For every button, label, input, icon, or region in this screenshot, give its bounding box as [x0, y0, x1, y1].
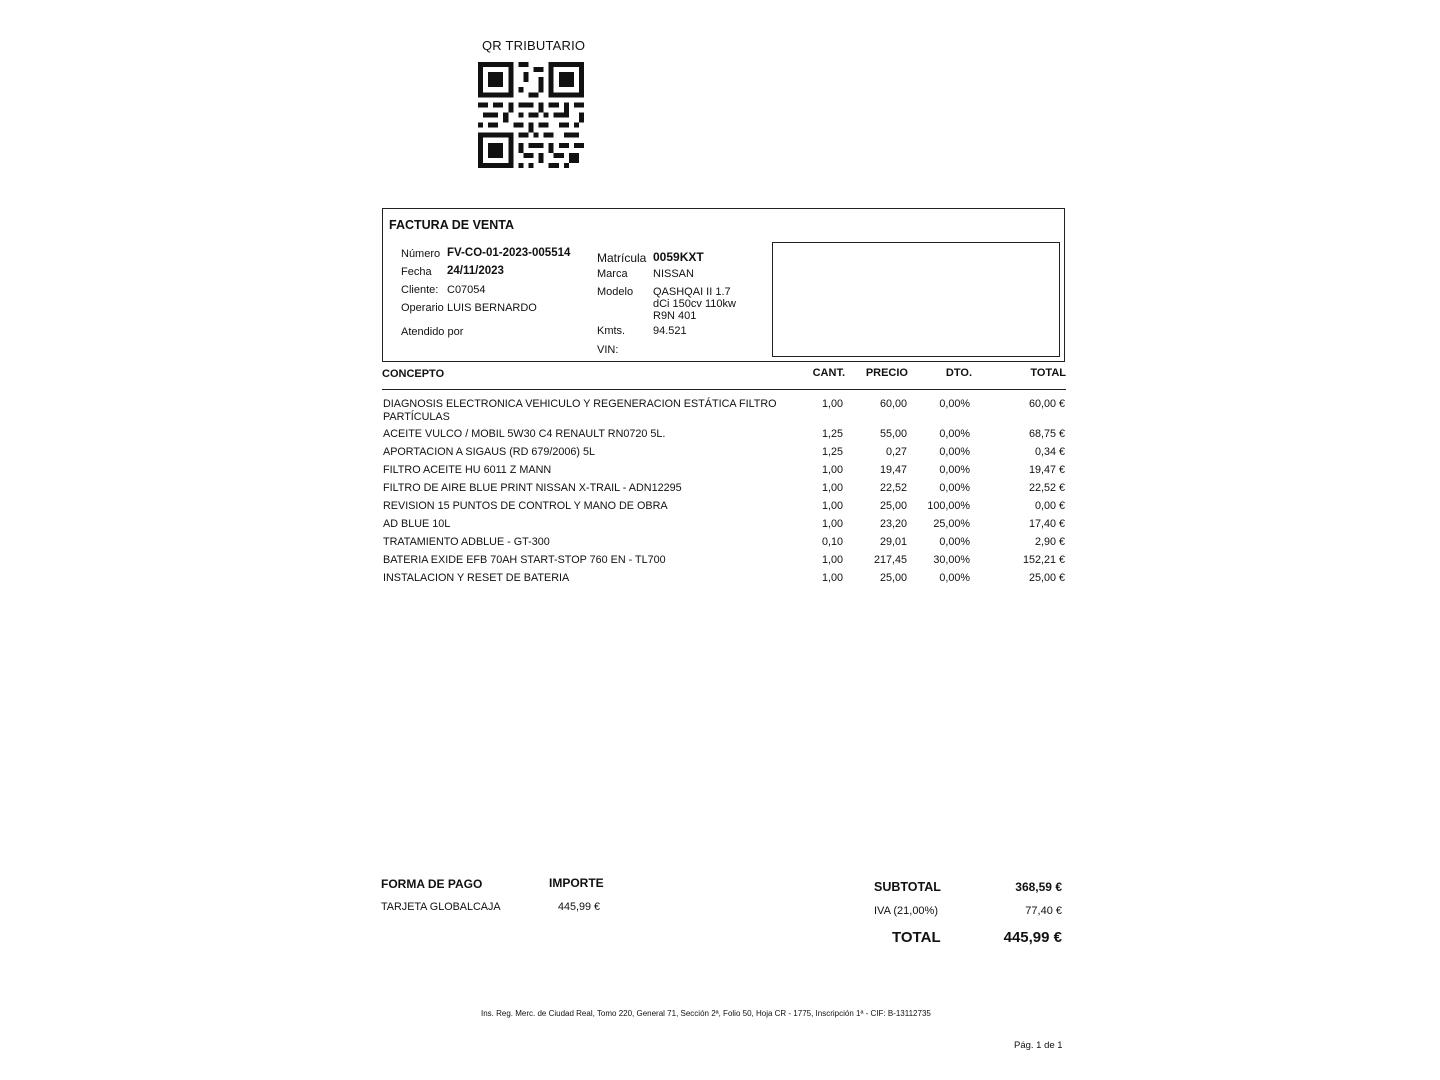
item-quantity: 1,00 [821, 482, 843, 494]
item-price: 22,52 [879, 482, 907, 494]
item-quantity: 1,00 [821, 572, 843, 584]
payment-amount: 445,99 € [557, 901, 600, 913]
numero-label: Número [401, 248, 441, 260]
vin-label: VIN: [597, 344, 619, 356]
fecha-label: Fecha [401, 266, 432, 278]
item-total: 60,00 € [1028, 398, 1065, 410]
matricula-label: Matrícula [597, 251, 647, 265]
column-header-total: TOTAL [1030, 367, 1066, 379]
vehicle-model-line: R9N 401 [653, 310, 697, 322]
qr-title: QR TRIBUTARIO [482, 38, 586, 53]
item-discount: 0,00% [939, 536, 970, 548]
item-concept: FILTRO DE AIRE BLUE PRINT NISSAN X-TRAIL - ADN12295 [383, 482, 682, 494]
item-total: 25,00 € [1028, 572, 1065, 584]
item-price: 23,20 [879, 518, 907, 530]
item-total: 22,52 € [1028, 482, 1065, 494]
item-total: 0,00 € [1034, 500, 1065, 512]
grand-total-label: TOTAL [892, 929, 941, 946]
invoice-title: FACTURA DE VENTA [389, 218, 514, 232]
item-total: 152,21 € [1022, 554, 1065, 566]
item-discount: 0,00% [939, 572, 970, 584]
item-concept: BATERIA EXIDE EFB 70AH START-STOP 760 EN - TL700 [383, 554, 666, 566]
item-quantity: 1,00 [821, 518, 843, 530]
modelo-label: Modelo [597, 286, 634, 298]
page-number: Pág. 1 de 1 [1014, 1040, 1063, 1051]
item-total: 2,90 € [1034, 536, 1065, 548]
payment-amount-header: IMPORTE [549, 876, 604, 890]
item-quantity: 1,00 [821, 398, 843, 410]
item-concept: AD BLUE 10L [383, 518, 451, 530]
item-price: 25,00 [879, 500, 907, 512]
item-total: 17,40 € [1028, 518, 1065, 530]
item-concept: INSTALACION Y RESET DE BATERIA [383, 572, 570, 584]
iva-value: 77,40 € [1025, 905, 1062, 917]
company-registry-note: Ins. Reg. Merc. de Ciudad Real, Tomo 220, General 71, Sección 2ª, Folio 50, Hoja CR - 1775, Inscripción 1ª - CIF: B-13112735 [481, 1009, 931, 1018]
item-concept: REVISION 15 PUNTOS DE CONTROL Y MANO DE OBRA [383, 500, 668, 512]
vehicle-model [653, 286, 736, 322]
table-header-divider [382, 389, 1066, 390]
atendido-label: Atendido por [401, 326, 464, 338]
payment-method-header: FORMA DE PAGO [381, 877, 483, 891]
item-price: 55,00 [879, 428, 907, 440]
vehicle-model-line: dCi 150cv 110kw [653, 298, 736, 310]
operario-label: Operario [401, 302, 444, 314]
item-discount: 0,00% [939, 482, 970, 494]
item-concept: TRATAMIENTO ADBLUE - GT-300 [383, 536, 550, 548]
item-quantity: 1,00 [821, 554, 843, 566]
column-header-precio: PRECIO [865, 367, 908, 379]
item-concept: FILTRO ACEITE HU 6011 Z MANN [383, 464, 552, 476]
item-total: 19,47 € [1028, 464, 1065, 476]
item-discount: 0,00% [939, 446, 970, 458]
column-header-dto: DTO. [945, 367, 972, 379]
item-price: 29,01 [879, 536, 907, 548]
item-discount: 30,00% [933, 554, 970, 566]
vehicle-brand: NISSAN [653, 268, 694, 280]
item-quantity: 1,25 [821, 446, 843, 458]
item-quantity: 1,25 [821, 428, 843, 440]
marca-label: Marca [597, 268, 628, 280]
item-discount: 0,00% [939, 428, 970, 440]
item-quantity: 1,00 [821, 464, 843, 476]
item-concept: ACEITE VULCO / MOBIL 5W30 C4 RENAULT RN0720 5L. [383, 428, 666, 440]
item-price: 0,27 [885, 446, 907, 458]
column-header-cant: CANT. [812, 367, 845, 379]
item-total: 0,34 € [1034, 446, 1065, 458]
item-quantity: 0,10 [821, 536, 843, 548]
item-price: 19,47 [879, 464, 907, 476]
item-discount: 100,00% [927, 500, 970, 512]
iva-label: IVA (21,00%) [874, 905, 938, 917]
payment-method: TARJETA GLOBALCAJA [381, 901, 501, 913]
qr-code-image [478, 62, 584, 168]
subtotal-label: SUBTOTAL [874, 880, 941, 894]
item-price: 25,00 [879, 572, 907, 584]
kmts-label: Kmts. [597, 325, 626, 337]
invoice-number: FV-CO-01-2023-005514 [447, 247, 571, 259]
column-header-concepto: CONCEPTO [382, 368, 445, 380]
cliente-label: Cliente: [401, 284, 439, 296]
mileage: 94.521 [653, 325, 687, 337]
vehicle-model-line: QASHQAI II 1.7 [653, 286, 731, 298]
item-discount: 0,00% [939, 464, 970, 476]
item-discount: 25,00% [933, 518, 970, 530]
blank-stamp-box [772, 242, 1060, 357]
item-quantity: 1,00 [821, 500, 843, 512]
subtotal-value: 368,59 € [1015, 880, 1062, 894]
plate-number: 0059KXT [653, 250, 704, 264]
item-concept: APORTACION A SIGAUS (RD 679/2006) 5L [383, 446, 596, 458]
item-price: 60,00 [879, 398, 907, 410]
grand-total-value: 445,99 € [1003, 929, 1062, 946]
item-discount: 0,00% [939, 398, 970, 410]
item-price: 217,45 [873, 554, 907, 566]
client-code: C07054 [447, 284, 486, 296]
operator-name: LUIS BERNARDO [447, 302, 537, 314]
invoice-date: 24/11/2023 [447, 265, 504, 277]
item-concept: DIAGNOSIS ELECTRONICA VEHICULO Y REGENERACION ESTÁTICA FILTRO PARTÍCULAS [383, 398, 777, 423]
item-total: 68,75 € [1028, 428, 1065, 440]
